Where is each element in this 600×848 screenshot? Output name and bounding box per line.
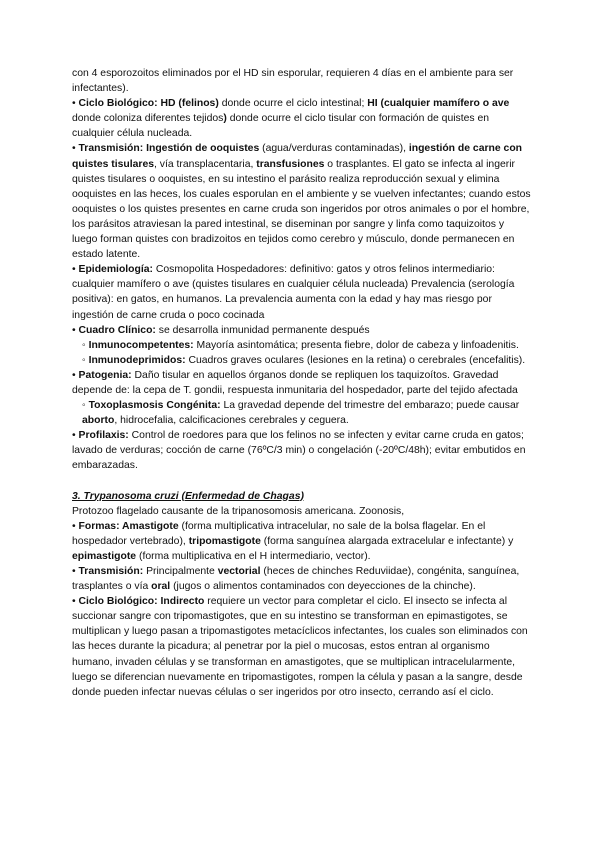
toxo-profilaxis-item: • Profilaxis: Control de roedores para que los felinos no se infecten y evitar carne cruda en gatos; lavado de verduras; cocción de carne (76ºC/3 min) o congelación (-20ºC/48h); evitar embutidos en embarazadas. xyxy=(72,428,532,473)
toxo-congenita-item: ◦ Toxoplasmosis Congénita: La gravedad depende del trimestre del embarazo; puede causar aborto, hidrocefalia, calcificaciones cerebrales y ceguera. xyxy=(72,398,532,428)
toxo-ciclo-item: • Ciclo Biológico: HD (felinos) donde ocurre el ciclo intestinal; HI (cualquier mamífero o ave donde coloniza diferentes tejidos) donde ocurre el ciclo tisular con formación de quistes en cualquier célula nucleada. xyxy=(72,96,532,141)
toxo-inmunocompetentes-item: ◦ Inmunocompetentes: Mayoría asintomática; presenta fiebre, dolor de cabeza y linfoadenitis. xyxy=(72,338,532,353)
toxo-cuadro-item: • Cuadro Clínico: se desarrolla inmunidad permanente después xyxy=(72,323,532,338)
toxo-patogenia-label: Patogenia: xyxy=(78,369,132,381)
toxo-transmision-item: • Transmisión: Ingestión de ooquistes (agua/verduras contaminadas), ingestión de carne con quistes tisulares, vía transplacentaria, transfusiones o trasplantes. El gato se infecta al ingerir quistes tisulares o ooquistes, en su intestino el parásito realiza reproducción sexual y elimina ooquistes en las heces, los cuales esporulan en el ambiente y se vuelven infectantes; cuando estos ooquistes o los quistes presentes en carne cruda son ingeridos por otros animales o por el hombre, los parásitos atraviesan la pared intestinal, se diseminan por sangre y linfa como taquizoitos y luego forman quistes con bradizoitos en tejidos como cerebro y músculo, donde permanecen en estado latente. xyxy=(72,141,532,262)
section-spacer xyxy=(72,474,532,489)
tryp-ciclo-label: Ciclo Biológico: Indirecto xyxy=(78,596,205,608)
toxo-patogenia-item: • Patogenia: Daño tisular en aquellos órganos donde se repliquen los taquizoítos. Gravedad depende de: la cepa de T. gondii, respuesta inmunitaria del hospedador, parte del tejido afectada xyxy=(72,368,532,398)
toxo-congenita-label: Toxoplasmosis Congénita: xyxy=(88,400,221,412)
toxo-epidemiologia-label: Epidemiología: xyxy=(78,264,154,276)
toxo-inmunodeprimidos-item: ◦ Inmunodeprimidos: Cuadros graves oculares (lesiones en la retina) o cerebrales (encefalitis). xyxy=(72,353,532,368)
toxo-inmunocompetentes-label: Inmunocompetentes: xyxy=(88,339,194,351)
trypanosoma-intro: Protozoo flagelado causante de la tripanosomosis americana. Zoonosis, xyxy=(72,505,405,517)
toxo-inmunodeprimidos-label: Inmunodeprimidos: xyxy=(88,354,186,366)
tryp-transmision-item: • Transmisión: Principalmente vectorial (heces de chinches Reduviidae), congénita, sanguínea, trasplantes o vía oral (jugos o alimentos contaminados con deyecciones de la chinche). xyxy=(72,564,532,594)
tryp-formas-item: • Formas: Amastigote (forma multiplicativa intracelular, no sale de la bolsa flagelar. En el hospedador vertebrado), tripomastigote (forma sanguínea alargada extracelular e infectante) y epimastigote (forma multiplicativa en el H intermediario, vector). xyxy=(72,519,532,564)
toxo-profilaxis-label: Profilaxis: xyxy=(78,430,129,442)
intro-paragraph: con 4 esporozoitos eliminados por el HD sin esporular, requieren 4 días en el ambiente para ser infectantes). xyxy=(72,68,514,95)
tryp-formas-label: Formas: Amastigote xyxy=(78,520,179,532)
document-page xyxy=(72,66,532,700)
section-title-trypanosoma: 3. Trypanosoma cruzi (Enfermedad de Chagas) xyxy=(72,490,304,502)
toxo-transmision-label: Transmisión: Ingestión de ooquistes xyxy=(78,143,260,155)
toxo-epidemiologia-item: • Epidemiología: Cosmopolita Hospedadores: definitivo: gatos y otros felinos intermediario: cualquier mamífero o ave (quistes tisulares en cualquier célula nucleada) Prevalencia (serología positiva): en gatos, en humanos. La prevalencia aumenta con la edad y hay mas riesgo por ingestión de carne cruda o poco cocinada xyxy=(72,262,532,322)
toxo-cuadro-label: Cuadro Clínico: xyxy=(78,324,156,336)
tryp-transmision-label: Transmisión: xyxy=(78,566,144,577)
toxo-ciclo-label: Ciclo Biológico: HD (felinos) xyxy=(78,98,219,110)
tryp-ciclo-item: • Ciclo Biológico: Indirecto requiere un vector para completar el ciclo. El insecto se infecta al succionar sangre con tripomastigotes, que en su intestino se transforman en epimastigotes, se multiplican y luego pasan a tripomastigotes metacíclicos infectantes, los cuales son eliminados con las heces durante la picadura; al penetrar por la piel o mucosas, estos entran al organismo humano, invaden células y se transforman en amastigotes, que se multiplican intracelularmente, luego se diferencian nuevamente en tripomastigotes, rompen la célula y pasan a la sangre, desde donde pueden infectar nuevas células o ser ingeridos por otro insecto, cerrando así el ciclo. xyxy=(72,594,532,700)
